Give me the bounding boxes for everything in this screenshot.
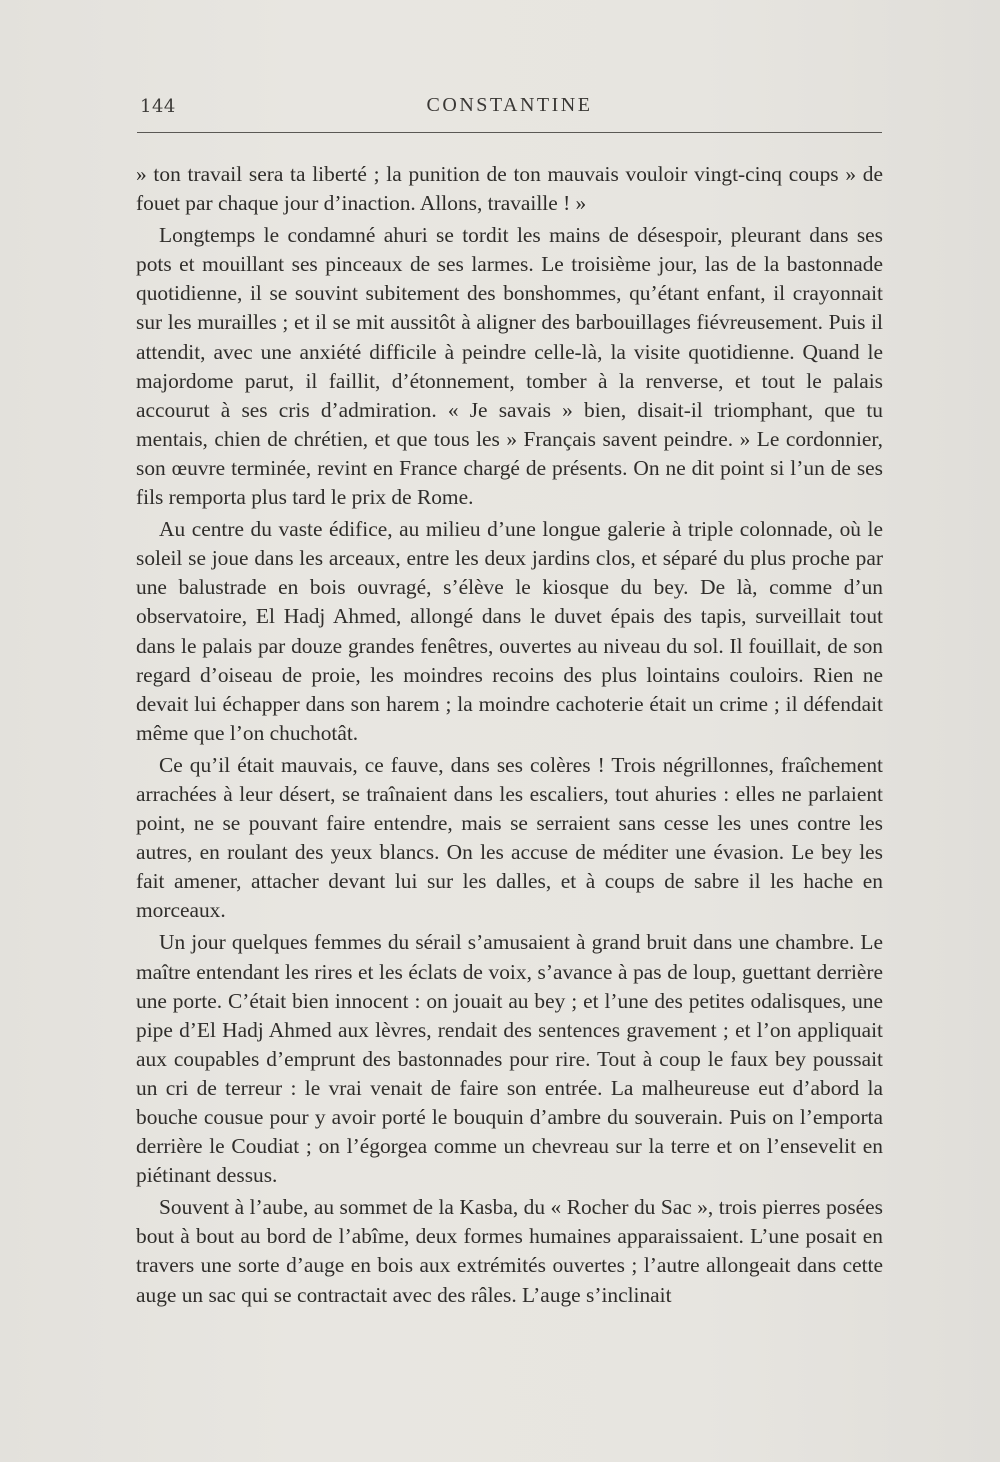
header-rule — [137, 132, 882, 133]
running-title: CONSTANTINE — [426, 94, 593, 116]
paragraph-continuation: » ton travail sera ta liberté ; la punition de ton mauvais vouloir vingt-cinq coups » de fouet par chaque jour d’inaction. Allons, travaille ! » — [136, 162, 883, 216]
paragraph: Au centre du vaste édifice, au milieu d’une longue galerie à triple colonnade, où le soleil se joue dans les arceaux, entre les deux jardins clos, et séparé du plus proche par une balustrade en bois ouvragé, s’élève le kiosque du bey. De là, comme d’un observatoire, El Hadj Ahmed, allongé dans le duvet épais des tapis, surveillait tout dans le palais par douze grandes fenêtres, ouvertes au niveau du sol. Il fouillait, de son regard d’oiseau de proie, les moindres recoins des plus lointains couloirs. Rien ne devait lui échapper dans son harem ; la moindre cachoterie était un crime ; il défendait même que l’on chuchotât. — [136, 517, 883, 745]
paragraph: Ce qu’il était mauvais, ce fauve, dans ses colères ! Trois négrillonnes, fraîchement arrachées à leur désert, se traînaient dans les escaliers, tout ahuries : elles ne parlaient point, ne se pouvant faire entendre, mais se serraient sans cesse les unes contre les autres, en roulant des yeux blancs. On les accuse de méditer une évasion. Le bey les fait amener, attacher devant lui sur les dalles, et à coups de sabre il les hache en morceaux. — [136, 752, 883, 923]
body-text — [136, 160, 883, 1310]
page-number: 144 — [140, 96, 176, 117]
page-header — [137, 92, 882, 132]
paragraph: Longtemps le condamné ahuri se tordit les mains de désespoir, pleurant dans ses pots et mouillant ses pinceaux de ses larmes. Le troisième jour, las de la bastonnade quotidienne, il se souvint subitement des bonshommes, qu’étant enfant, il crayonnait sur les murailles ; et il se mit aussitôt à aligner des barbouillages fiévreusement. Puis il attendit, avec une anxiété difficile à peindre celle-là, la visite quotidienne. Quand le majordome parut, il faillit, d’étonnement, tomber à la renverse, et tout le palais accourut à ses cris d’admiration. « Je savais » bien, disait-il triomphant, que tu mentais, chien de chrétien, et que tous les » Français savent peindre. » Le cordonnier, son œuvre terminée, revint en France chargé de présents. On ne dit point si l’un de ses fils remporta plus tard le prix de Rome. — [136, 223, 883, 510]
paragraph: Souvent à l’aube, au sommet de la Kasba, du « Rocher du Sac », trois pierres posées bout à bout au bord de l’abîme, deux formes humaines apparaissaient. L’une posait en travers une sorte d’auge en bois aux extrémités ouvertes ; l’autre allongeait dans cette auge un sac qui se contractait avec des râles. L’auge s’inclinait — [136, 1195, 883, 1307]
paragraph: Un jour quelques femmes du sérail s’amusaient à grand bruit dans une chambre. Le maître entendant les rires et les éclats de voix, s’avance à pas de loup, guettant derrière une porte. C’était bien innocent : on jouait au bey ; et l’une des petites odalisques, une pipe d’El Hadj Ahmed aux lèvres, rendait des sentences gravement ; et l’on appliquait aux coupables d’emprunt des bastonnades pour rire. Tout à coup le faux bey poussait un cri de terreur : le vrai venait de faire son entrée. La malheureuse eut d’abord la bouche cousue pour y avoir porté le bouquin d’ambre du souverain. Puis on l’emporta derrière le Coudiat ; on l’égorgea comme un chevreau sur la terre et on l’ensevelit en piétinant dessus. — [136, 930, 883, 1188]
